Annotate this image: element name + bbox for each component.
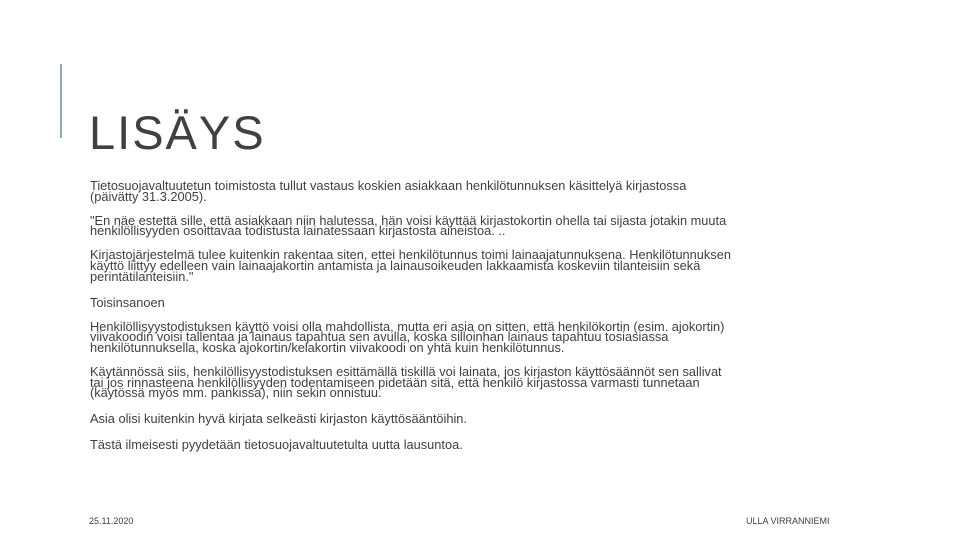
body-paragraph-7: Asia olisi kuitenkin hyvä kirjata selkeästi kirjaston käyttösääntöihin. — [90, 411, 467, 427]
footer-author: ULLA VIRRANNIEMI — [746, 516, 830, 526]
body-paragraph-2: "En näe estettä sille, että asiakkaan niin halutessa, hän voisi käyttää kirjastokortin ohella tai sijasta jotakin muuta henkilöllisyyden osoittavaa todistusta lainatessaan kirjastosta aineistoa. .. — [90, 212, 727, 239]
slide-body — [90, 178, 850, 464]
body-paragraph-3: Kirjastojärjestelmä tulee kuitenkin rakentaa siten, ettei henkilötunnus toimi lainaajatunnuksena. Henkilötunnuksen käyttö liittyy edelleen vain lainaajakortin antamista ja lainausoikeuden lakkaamista koskeviin tilanteisiin sekä perintätilanteisiin." — [90, 247, 731, 284]
body-paragraph-1: Tietosuojavaltuutetun toimistosta tullut vastaus koskien asiakkaan henkilötunnuksen käsittelyä kirjastossa (päivätty 31.3.2005). — [90, 178, 687, 204]
body-paragraph-5: Henkilöllisyystodistuksen käyttö voisi olla mahdollista, mutta eri asia on sitten, että henkilökortin (esim. ajokortin) viivakoodin voisi tallentaa ja lainaus tapahtua sen avulla, koska silloinhan lainaus tapahtuu tosiasiassa henkilötunnuksella, koska ajokortin/kelakortin viivakoodi on yhtä kuin henkilötunnus. — [90, 318, 725, 355]
footer-date: 25.11.2020 — [89, 516, 134, 526]
title-accent-bar — [60, 64, 62, 138]
body-paragraph-8: Tästä ilmeisesti pyydetään tietosuojavaltuutetulta uutta lausuntoa. — [90, 437, 463, 453]
body-paragraph-4: Toisinsanoen — [90, 294, 165, 310]
body-paragraph-6: Käytännössä siis, henkilöllisyystodistuksen esittämällä tiskillä voi lainata, jos kirjaston käyttösäännöt sen sallivat tai jos rinnasteena henkilöllisyyden todentamiseen pidetään sitä, että henkilö kirjastossa varmasti tunnetaan (käytössä myös mm. pankissa), niin sekin onnistuu. — [90, 363, 722, 401]
slide-title: LISÄYS — [89, 106, 266, 160]
